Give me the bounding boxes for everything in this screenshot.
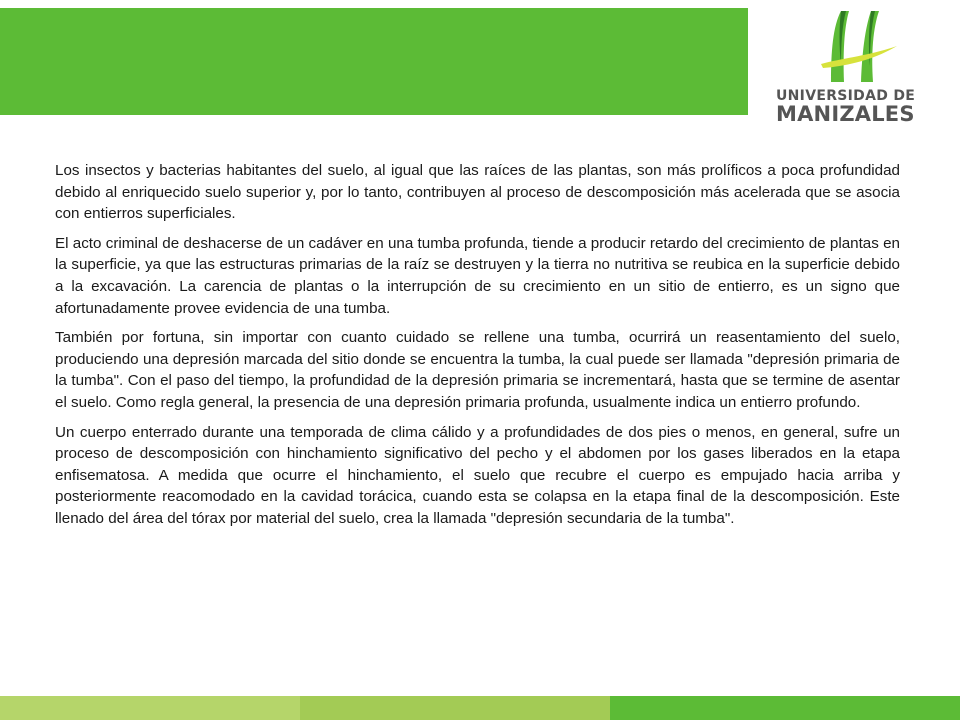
- body-text: [55, 160, 900, 538]
- logo-text-universidad-de: UNIVERSIDAD DE: [776, 88, 916, 104]
- paragraph: El acto criminal de deshacerse de un cadáver en una tumba profunda, tiende a producir retardo del crecimiento de plantas en la superficie, ya que las estructuras primarias de la raíz se destruyen y la tierra no nutritiva se reubica en la superficie debido a la excavación. La carencia de plantas o la interrupción de su crecimiento en un sitio de entierro, es un signo que afortunadamente provee evidencia de una tumba.: [55, 234, 900, 317]
- logo-mark-icon: [813, 6, 903, 86]
- footer-segment-mid: [300, 696, 610, 720]
- paragraph: También por fortuna, sin importar con cuanto cuidado se rellene una tumba, ocurrirá un reasentamiento del suelo, produciendo una depresión marcada del sitio donde se encuentra la tumba, la cual puede ser llamada "depresión primaria de la tumba". Con el paso del tiempo, la profundidad de la depresión primaria se incrementará, hasta que se termine de asentar el suelo. Como regla general, la presencia de una depresión primaria profunda, usualmente indica un entierro profundo.: [55, 329, 900, 411]
- header-green-bar: [0, 8, 748, 115]
- university-logo: [768, 6, 948, 126]
- footer-segment-dark: [610, 696, 960, 720]
- logo-text-manizales: MANIZALES: [776, 102, 915, 126]
- paragraph: Los insectos y bacterias habitantes del suelo, al igual que las raíces de las plantas, son más prolíficos a poca profundidad debido al enriquecido suelo superior y, por lo tanto, contribuyen al proceso de descomposición más acelerada que se asocia con entierros superficiales.: [55, 162, 900, 223]
- footer-bar: [0, 696, 960, 720]
- paragraph: Un cuerpo enterrado durante una temporada de clima cálido y a profundidades de dos pies o menos, en general, sufre un proceso de descomposición con hinchamiento significativo del pecho y el abdomen por los gases liberados en la etapa enfisematosa. A medida que ocurre el hinchamiento, el suelo que recubre el cuerpo es empujado hacia arriba y posteriormente reacomodado en la cavidad torácica, cuando esta se colapsa en la etapa final de la descomposición. Este llenado del área del tórax por material del suelo, crea la llamada "depresión secundaria de la tumba".: [55, 423, 900, 527]
- footer-segment-light: [0, 696, 300, 720]
